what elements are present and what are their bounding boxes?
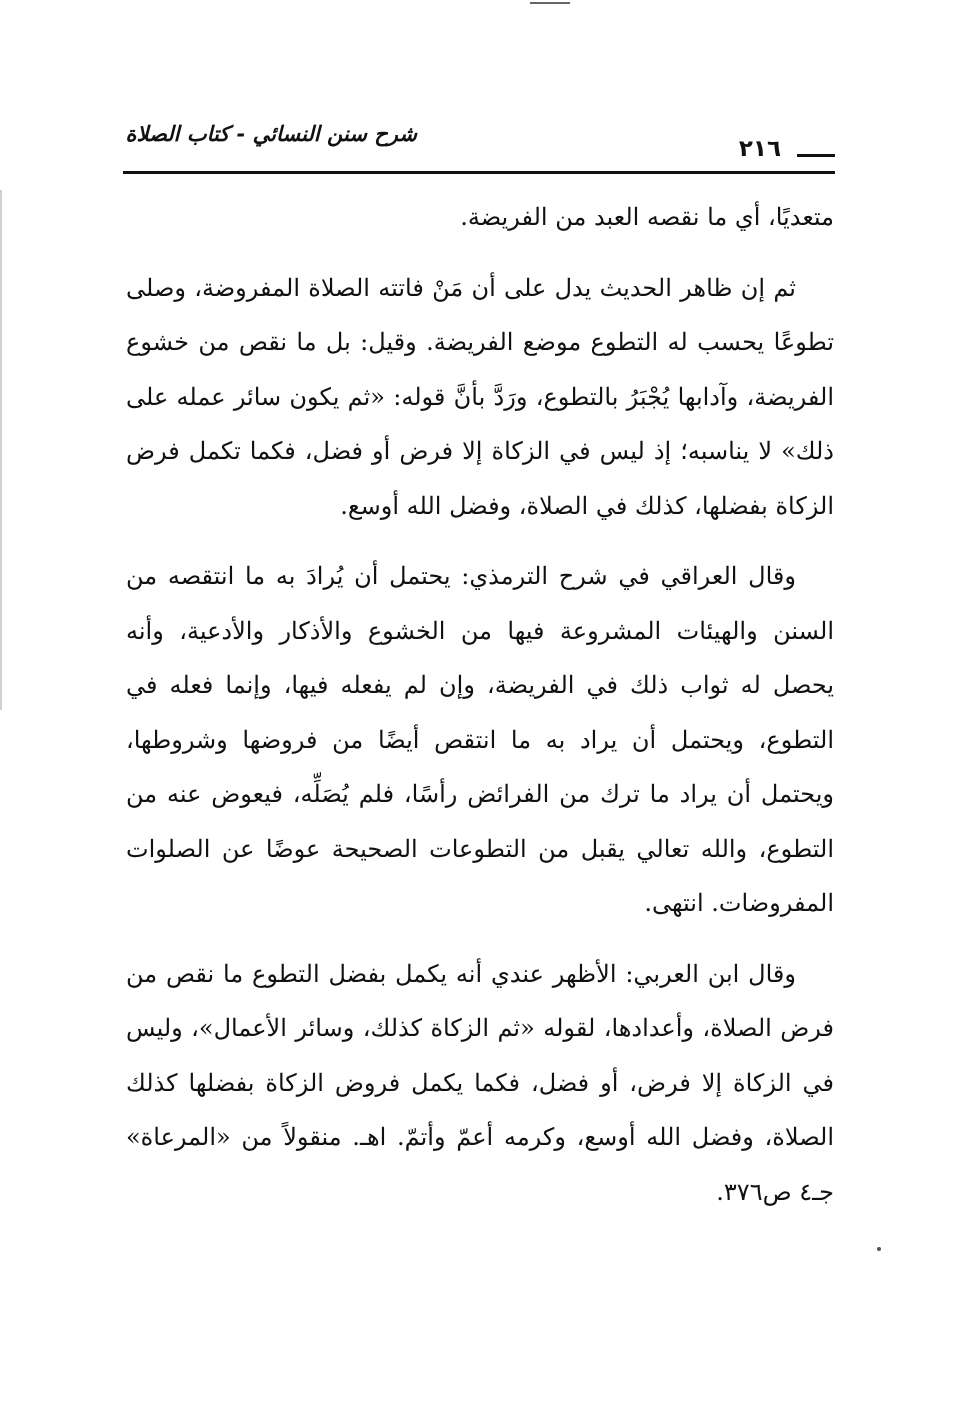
running-title: شرح سنن النسائي - كتاب الصلاة — [125, 122, 417, 146]
header-rule — [123, 171, 835, 174]
paragraph: متعديًا، أي ما نقصه العبد من الفريضة. — [460, 203, 834, 231]
paragraph: وقال ابن العربي: الأظهر عندي أنه يكمل بفضل التطوع ما نقص من فرض الصلاة، وأعدادها، لقوله «ثم الزكاة كذلك، وسائر الأعمال»، وليس في الزكاة إلا فرض، أو فضل، فكما يكمل فروض الزكاة بفضلها كذلك الصلاة، وفضل الله أوسع، وكرمه أعمّ وأتمّ. اهـ. منقولاً من «المرعاة» جـ٤ ص٣٧٦. — [126, 959, 834, 1206]
paragraph: وقال العراقي في شرح الترمذي: يحتمل أن يُرادَ به ما انتقصه من السنن والهيئات المشروعة فيها من الخشوع والأذكار والأدعية، وأنه يحصل له ثواب ذلك في الفريضة، وإن لم يفعله فيها، وإنما فعله في التطوع، ويحتمل أن يراد به ما انتقص أيضًا من فروضها وشروطها، ويحتمل أن يراد ما ترك من الفرائض رأسًا، فلم يُصَلِّه، فيعوض عنه من التطوع، والله تعالي يقبل من التطوعات الصحيحة عوضًا عن الصلوات المفروضات. انتهى. — [126, 562, 834, 917]
page-number: ٢١٦ — [738, 136, 781, 162]
top-scan-mark — [530, 2, 570, 4]
paragraph: ثم إن ظاهر الحديث يدل على أن مَنْ فاتته الصلاة المفروضة، وصلى تطوعًا يحسب له التطوع موضع الفريضة. وقيل: بل ما نقص من خشوع الفريضة، وآدابها يُجْبَرُ بالتطوع، ورَدَّ بأنَّ قوله: «ثم يكون سائر عمله على ذلك» لا يناسبه؛ إذ ليس في الزكاة إلا فرض أو فضل، فكما تكمل فرض الزكاة بفضلها، كذلك في الصلاة، وفضل الله أوسع. — [126, 273, 834, 520]
body-text — [126, 190, 834, 1235]
page-header — [123, 118, 835, 178]
margin-dot — [877, 1247, 881, 1251]
page-number-dash — [797, 154, 835, 157]
left-page-edge — [0, 190, 2, 710]
